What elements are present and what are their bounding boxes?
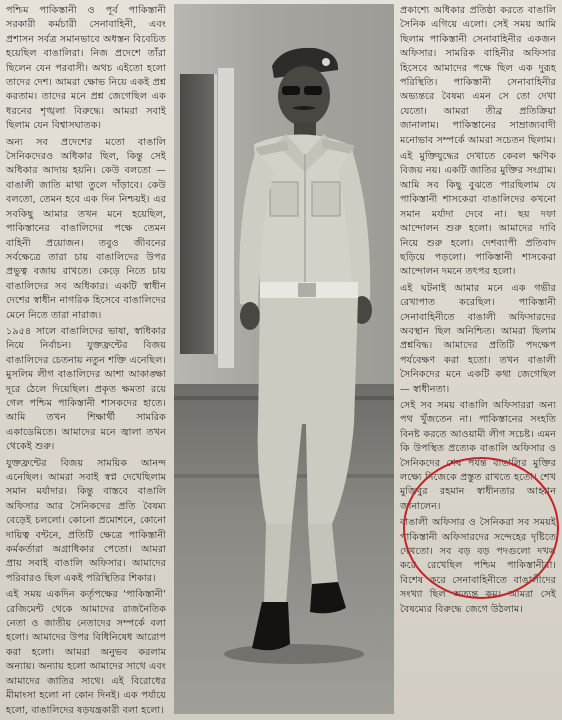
right-text-column [400,4,556,716]
right-paragraph: এই মুক্তিযুদ্ধের দেখাতে কেবল ক্ষণিক বিজয় নয়। একটি জাতির মুক্তির সংগ্রাম। আমি সব কিছু বুঝতে পারছিলাম যে পাকিস্তানী শাসকেরা বাঙালিদের কখনো সমান মর্যাদা দেবে না। ছয় দফা আন্দোলন শুরু হলো। আমাদের দাবি নিয়ে শুরু হলো। দেশব্যাপী প্রতিবাদ ছড়িয়ে পড়লো। পাকিস্তানী শাসকেরা আন্দোলন দমনে তৎপর হলো। [400,151,556,278]
left-text-column [6,4,166,716]
officer-photograph [174,4,394,714]
left-paragraph: অন্য সব প্রদেশের মতো বাঙালি সৈনিকদেরও অধিকার ছিল, কিন্তু সেই অধিকার আদায় হয়নি। কেউ বলতো — বাঙালী জাতি মাথা তুলে দাঁড়াবে। কেউ বলতো, তেমন হবে এক দিন নিশ্চয়ই। এর সবকিছু আমার তখন মনে হয়েছিল, পাকিস্তানের বাঙালিদের পক্ষে তেমন বাহিনী প্রয়োজন। তবুও জীবনের সর্বক্ষেত্রে তারা চায় বাঙালিদের উপর প্রভুত্ব বজায় রাখতে। কেড়ে নিতে চায় বাঙালিদের সব অধিকার। একটি স্বাধীন দেশের স্বাধীন নাগরিক হিসেবে বাঙালিদের মেনে নিতে তারা নারাজ। [6,136,166,321]
left-paragraph: ১৯৫৪ সালে বাঙালিদের ভাষা, স্বাধিকার নিয়ে নির্বাচন। যুক্তফ্রন্টের বিজয় বাঙালিদের চেতনায় নতুন শক্তি এনেছিল। মুসলিম লীগ বাঙালিদের আশা আকাঙ্ক্ষা দূরে ঠেলে দিয়েছিল। প্রকৃত ক্ষমতা রয়ে গেল পশ্চিম পাকিস্তানী শাসকদের হাতে। আমি তখন শিক্ষার্থী সামরিক একাডেমিতে। আমাদের মনে জ্বালা তখন থেকেই শুরু। [6,325,166,453]
red-circle-annotation [403,457,559,599]
right-paragraph: সেই সব সময় বাঙালি অফিসাররা অন্য পথ খুঁজতেন না। পাকিস্তানের সংহতি বিনষ্ট করতে আওয়ামী লীগ সচেষ্ট। এমন কি উপস্থিত প্রত্যেক বাঙালি অফিসার ও সৈনিকদের শেষ পর্যন্ত বাঙালির মুক্তির লক্ষ্যে নিজেকে প্রস্তুত রাখতে হতো। শেখ মুজিবুর রহমান স্বাধীনতার আহ্বান জানালেন। [400,399,556,512]
right-paragraph: বাঙালী অফিসার ও সৈনিকরা সব সময়ই পাকিস্তানী অফিসারদের সন্দেহের দৃষ্টিতে দেখতো। সব বড় বড় পদগুলো দখল করে রেখেছিল পশ্চিম পাকিস্তানীরা। বিশেষ করে সেনাবাহিনীতে বাঙালীদের সংখ্যা ছিল অত্যন্ত কম। আমরা সেই বৈষম্যের বিরুদ্ধে জেগে উঠলাম। [400,517,556,615]
officer-figure [174,4,394,714]
left-paragraph: এই সময় একদিন কর্তৃপক্ষের 'পাকিস্তানী' রেজিমেন্ট থেকে আমাদের রাজনৈতিক নেতা ও জাতীয় নেতাদের সম্পর্কে বলা হলো। আমাদের উপর বিধিনিষেধ আরোপ করা হলো। আমরা অনুভব করলাম অন্যায়। অন্যায় হলো আমাদের সাথে এবং আমাদের জাতির সাথে। এই বিরোধের মীমাংসা হলো না কোন দিনই। এক পর্যায়ে হলো, বাঙালিদের ষড়যন্ত্রকারী বলা হলো। [6,589,166,716]
left-paragraph: পশ্চিম পাকিস্তানী ও পূর্ব পাকিস্তানী সরকারী কর্মচারী সেনাবাহিনী, এবং প্রশাসন সর্বত্র সমানভাবে অধস্তন বিবেচিত হয়েছিল বাঙালিরা। নিজ প্রদেশে তাঁরা ছিলেন যেন পরবাসী। অথচ এইতো হলো তাদের দেশ। আমরা ক্ষোভ নিয়ে একই প্রশ্ন করতাম। তাদের মনে প্রশ্ন জেগেছিল এক ধরনের শৃঙ্খলা বিরুদ্ধে। আমরা সবাই ছিলাম যেন বিশ্বাসঘাতক। [6,5,166,132]
left-paragraph: যুক্তফ্রন্টের বিজয় সাময়িক আনন্দ এনেছিল। আমরা সবাই স্বপ্ন দেখেছিলাম সমান মর্যাদার। কিন্তু বাস্তবে বাঙালি অফিসার আর সৈনিকদের প্রতি বৈষম্য বেড়েই চললো। কোনো প্রমোশনে, কোনো দায়িত্ব বন্টনে, প্রতিটি ক্ষেত্রে পাকিস্তানী কর্মকর্তারা অগ্রাধিকার পেতো। আমরা প্রায় সবাই বাঙালি অফিসার। আমাদের পরিবারও ছিল একই পরিস্থিতির শিকার। [6,457,166,584]
right-paragraph: এই ঘটনাই আমার মনে এক গভীর রেখাপাত করেছিল। পাকিস্তানী সেনাবাহিনীতে বাঙালী অফিসারদের অবস্থান ছিল অনিশ্চিত। আমরা ছিলাম প্রশ্নবিদ্ধ। আমাদের প্রতিটি পদক্ষেপ পর্যবেক্ষণ করা হতো। তখন বাঙালী সৈনিকদের মনে একটি কথা জেগেছিল — স্বাধীনতা। [400,282,556,395]
right-paragraph: প্রকাশ্যে অধিকার প্রতিষ্ঠা করতে বাঙালি সৈনিক এগিয়ে এলো। সেই সময় আমি ছিলাম পাকিস্তানী সেনাবাহিনীর একজন অফিসার। সামরিক বাহিনীর অফিসার হিসেবে আমাদের পক্ষে ছিল এক দুরূহ পরিস্থিতি। পাকিস্তানী সেনাবাহিনীর অভ্যন্তরে বৈষম্য এমন সে তো দেখা যেতো। আমরা তীব্র প্রতিক্রিয়া জানালাম। পাকিস্তানের সাম্রাজ্যবাদী মনোভাব সম্পর্কে আমরা সচেতন ছিলাম। [400,5,556,146]
